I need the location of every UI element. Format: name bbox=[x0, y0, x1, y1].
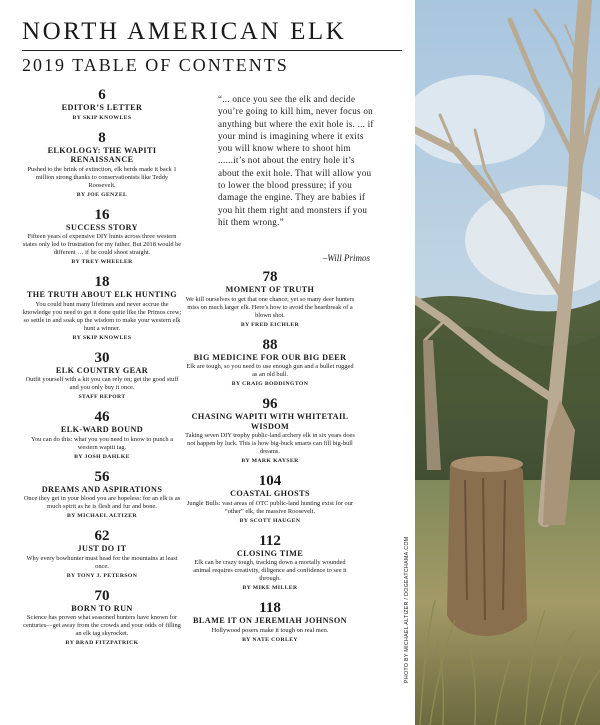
entry-description: Taking seven DIY trophy public-land archery elk in six years does not happen by luck. This is how big-buck smarts can fill big-bull dreams. bbox=[185, 432, 355, 455]
entry-description: Outfit yourself with a kit you can rely on; get the good stuff and you only buy it once. bbox=[25, 376, 179, 391]
page-number: 6 bbox=[98, 87, 106, 103]
toc-entry[interactable] bbox=[22, 529, 182, 580]
entry-title: THE TRUTH ABOUT ELK HUNTING bbox=[26, 290, 178, 299]
toc-entry[interactable] bbox=[185, 397, 355, 465]
toc-entry[interactable] bbox=[22, 351, 182, 402]
entry-title: CHASING WAPITI WITH WHITETAIL WISDOM bbox=[191, 412, 349, 431]
entry-byline: BY SCOTT HAUGEN bbox=[239, 517, 301, 524]
page-number: 104 bbox=[258, 473, 282, 489]
entry-description: Science has proven what seasoned hunters have known for centuries—get away from the crowds and your odds of filling an elk tag skyrocket. bbox=[23, 614, 181, 637]
page-number: 8 bbox=[98, 129, 106, 146]
page-number: 30 bbox=[94, 349, 110, 366]
pull-quote: “... once you see the elk and decide you’re going to kill him, never focus on anything but where the exit hole is. ... if your mind is imagining where it exits you will know where to shoot him ......it’s not about the entry hole it’s about the exit hole. That will allow you to lower the blood pressure; if you damage the engine. They are babies if you hit them right and monsters if you hit them wrong.” bbox=[218, 94, 374, 227]
entry-description: Jungle Bulls: vast areas of OTC public-land hunting exist for our “other” elk, the massive Roosevelt. bbox=[186, 499, 354, 515]
entry-description: You can do this: what you you need to know to punch a western wapiti tag. bbox=[30, 435, 174, 451]
page-number: 88 bbox=[262, 336, 278, 353]
entry-description: You could hunt many lifetimes and never accrue the knowledge you need to get it done quite like the Primos crew; so settle in and soak up the wisdom to make your western elk hunt a winner. bbox=[22, 300, 182, 332]
toc-column-left bbox=[22, 88, 182, 656]
entry-description: Once they get in your blood you are hopeless: for an elk is as much spirit as he is flesh and fur and bone. bbox=[23, 495, 181, 510]
entry-title: SUCCESS STORY bbox=[66, 222, 138, 232]
toc-entry[interactable] bbox=[22, 275, 182, 342]
toc-entry[interactable] bbox=[185, 474, 355, 525]
toc-entry[interactable] bbox=[22, 88, 182, 122]
page-number: 46 bbox=[94, 409, 110, 425]
entry-byline: BY MICHAEL ALTIZER bbox=[67, 513, 137, 519]
entry-title: DREAMS AND ASPIRATIONS bbox=[41, 484, 163, 494]
page-number: 62 bbox=[94, 528, 110, 544]
entry-byline: BY SKIP KNOWLES bbox=[72, 114, 132, 121]
page-number: 96 bbox=[262, 396, 278, 412]
tree-stump-photo bbox=[415, 0, 600, 725]
entry-description: Pushed to the brink of extinction, elk herds made it back 1 million strong thanks to conservationists like Teddy Roosevelt. bbox=[27, 165, 177, 189]
entry-title: ELKOLOGY: THE WAPITI RENAISSANCE bbox=[47, 145, 157, 164]
entry-byline: BY JOSH DAHLKE bbox=[74, 453, 130, 460]
entry-description: We kill ourselves to get that one chance; yet so many deer hunters miss on much larger elk. Here’s how to avoid the heartbreak of a blown shot. bbox=[185, 295, 355, 319]
page-number: 18 bbox=[94, 274, 110, 290]
entry-byline: BY MIKE MILLER bbox=[242, 585, 298, 591]
entry-title: ELK-WARD BOUND bbox=[60, 425, 144, 434]
entry-byline: BY TONY J. PETERSON bbox=[66, 572, 138, 579]
entry-description: Elk can be crazy tough, tracking down a mortally wounded animal requires creativity, diligence and confidence to see it through. bbox=[193, 559, 347, 582]
toc-entry[interactable] bbox=[22, 131, 182, 199]
title-divider bbox=[22, 50, 402, 51]
entry-byline: BY MARK KAYSER bbox=[241, 458, 299, 464]
page-number: 118 bbox=[259, 600, 281, 616]
toc-entry[interactable] bbox=[22, 410, 182, 461]
entry-title: BLAME IT ON JEREMIAH JOHNSON bbox=[193, 616, 347, 625]
entry-description: Why every bowhunter must head for the mountains at least once. bbox=[26, 554, 178, 570]
entry-title: COASTAL GHOSTS bbox=[230, 489, 310, 498]
magazine-title: NORTH AMERICAN ELK bbox=[22, 18, 347, 45]
toc-entry[interactable] bbox=[185, 338, 355, 389]
entry-description: Elk are tough, so you need to use enough gun and a bullet rugged as an old bull. bbox=[186, 363, 354, 378]
entry-title: BIG MEDICINE FOR OUR BIG DEER bbox=[193, 352, 347, 362]
entry-byline: BY NATE CORLEY bbox=[242, 636, 298, 643]
photo-credit: PHOTO BY MICHAEL ALTIZER / DOGEATCHAMA.COM bbox=[404, 536, 410, 683]
entry-title: ELK COUNTRY GEAR bbox=[55, 365, 149, 375]
page-number: 16 bbox=[94, 206, 110, 223]
page-number: 112 bbox=[259, 532, 281, 549]
toc-entry[interactable] bbox=[22, 589, 182, 648]
entry-description: Fifteen years of expensive DIY hunts across three western states only led to frustration for my father. But 2018 would be different … if he could shoot straight. bbox=[22, 233, 182, 256]
entry-byline: BY CRAIG BODDINGTON bbox=[231, 381, 309, 387]
entry-byline: BY FRED EICHLER bbox=[240, 321, 300, 328]
entry-byline: BY BRAD FITZPATRICK bbox=[65, 640, 139, 646]
entry-description: Hollywood posers make it tough on real men. bbox=[211, 626, 329, 634]
entry-byline: BY JOE GENZEL bbox=[76, 191, 128, 198]
quote-attribution: –Will Primos bbox=[322, 253, 370, 263]
toc-entry[interactable] bbox=[185, 601, 355, 644]
toc-entry[interactable] bbox=[22, 208, 182, 267]
entry-title: BORN TO RUN bbox=[71, 603, 133, 613]
toc-heading: 2019 TABLE OF CONTENTS bbox=[22, 55, 289, 75]
page-number: 78 bbox=[262, 269, 278, 285]
entry-title: MOMENT OF TRUTH bbox=[225, 285, 315, 294]
entry-byline: BY SKIP KNOWLES bbox=[72, 334, 132, 341]
page-number: 56 bbox=[94, 468, 110, 485]
entry-byline: STAFF REPORT bbox=[78, 394, 126, 400]
entry-title: JUST DO IT bbox=[77, 544, 127, 553]
toc-entry[interactable] bbox=[22, 470, 182, 521]
toc-column-right bbox=[185, 270, 355, 653]
entry-title: EDITOR’S LETTER bbox=[61, 103, 143, 112]
cover-photo bbox=[415, 0, 600, 725]
toc-entry[interactable] bbox=[185, 534, 355, 593]
entry-byline: BY TREY WHEELER bbox=[71, 259, 133, 265]
entry-title: CLOSING TIME bbox=[236, 548, 304, 558]
toc-entry[interactable] bbox=[185, 270, 355, 329]
page-number: 70 bbox=[94, 587, 110, 604]
